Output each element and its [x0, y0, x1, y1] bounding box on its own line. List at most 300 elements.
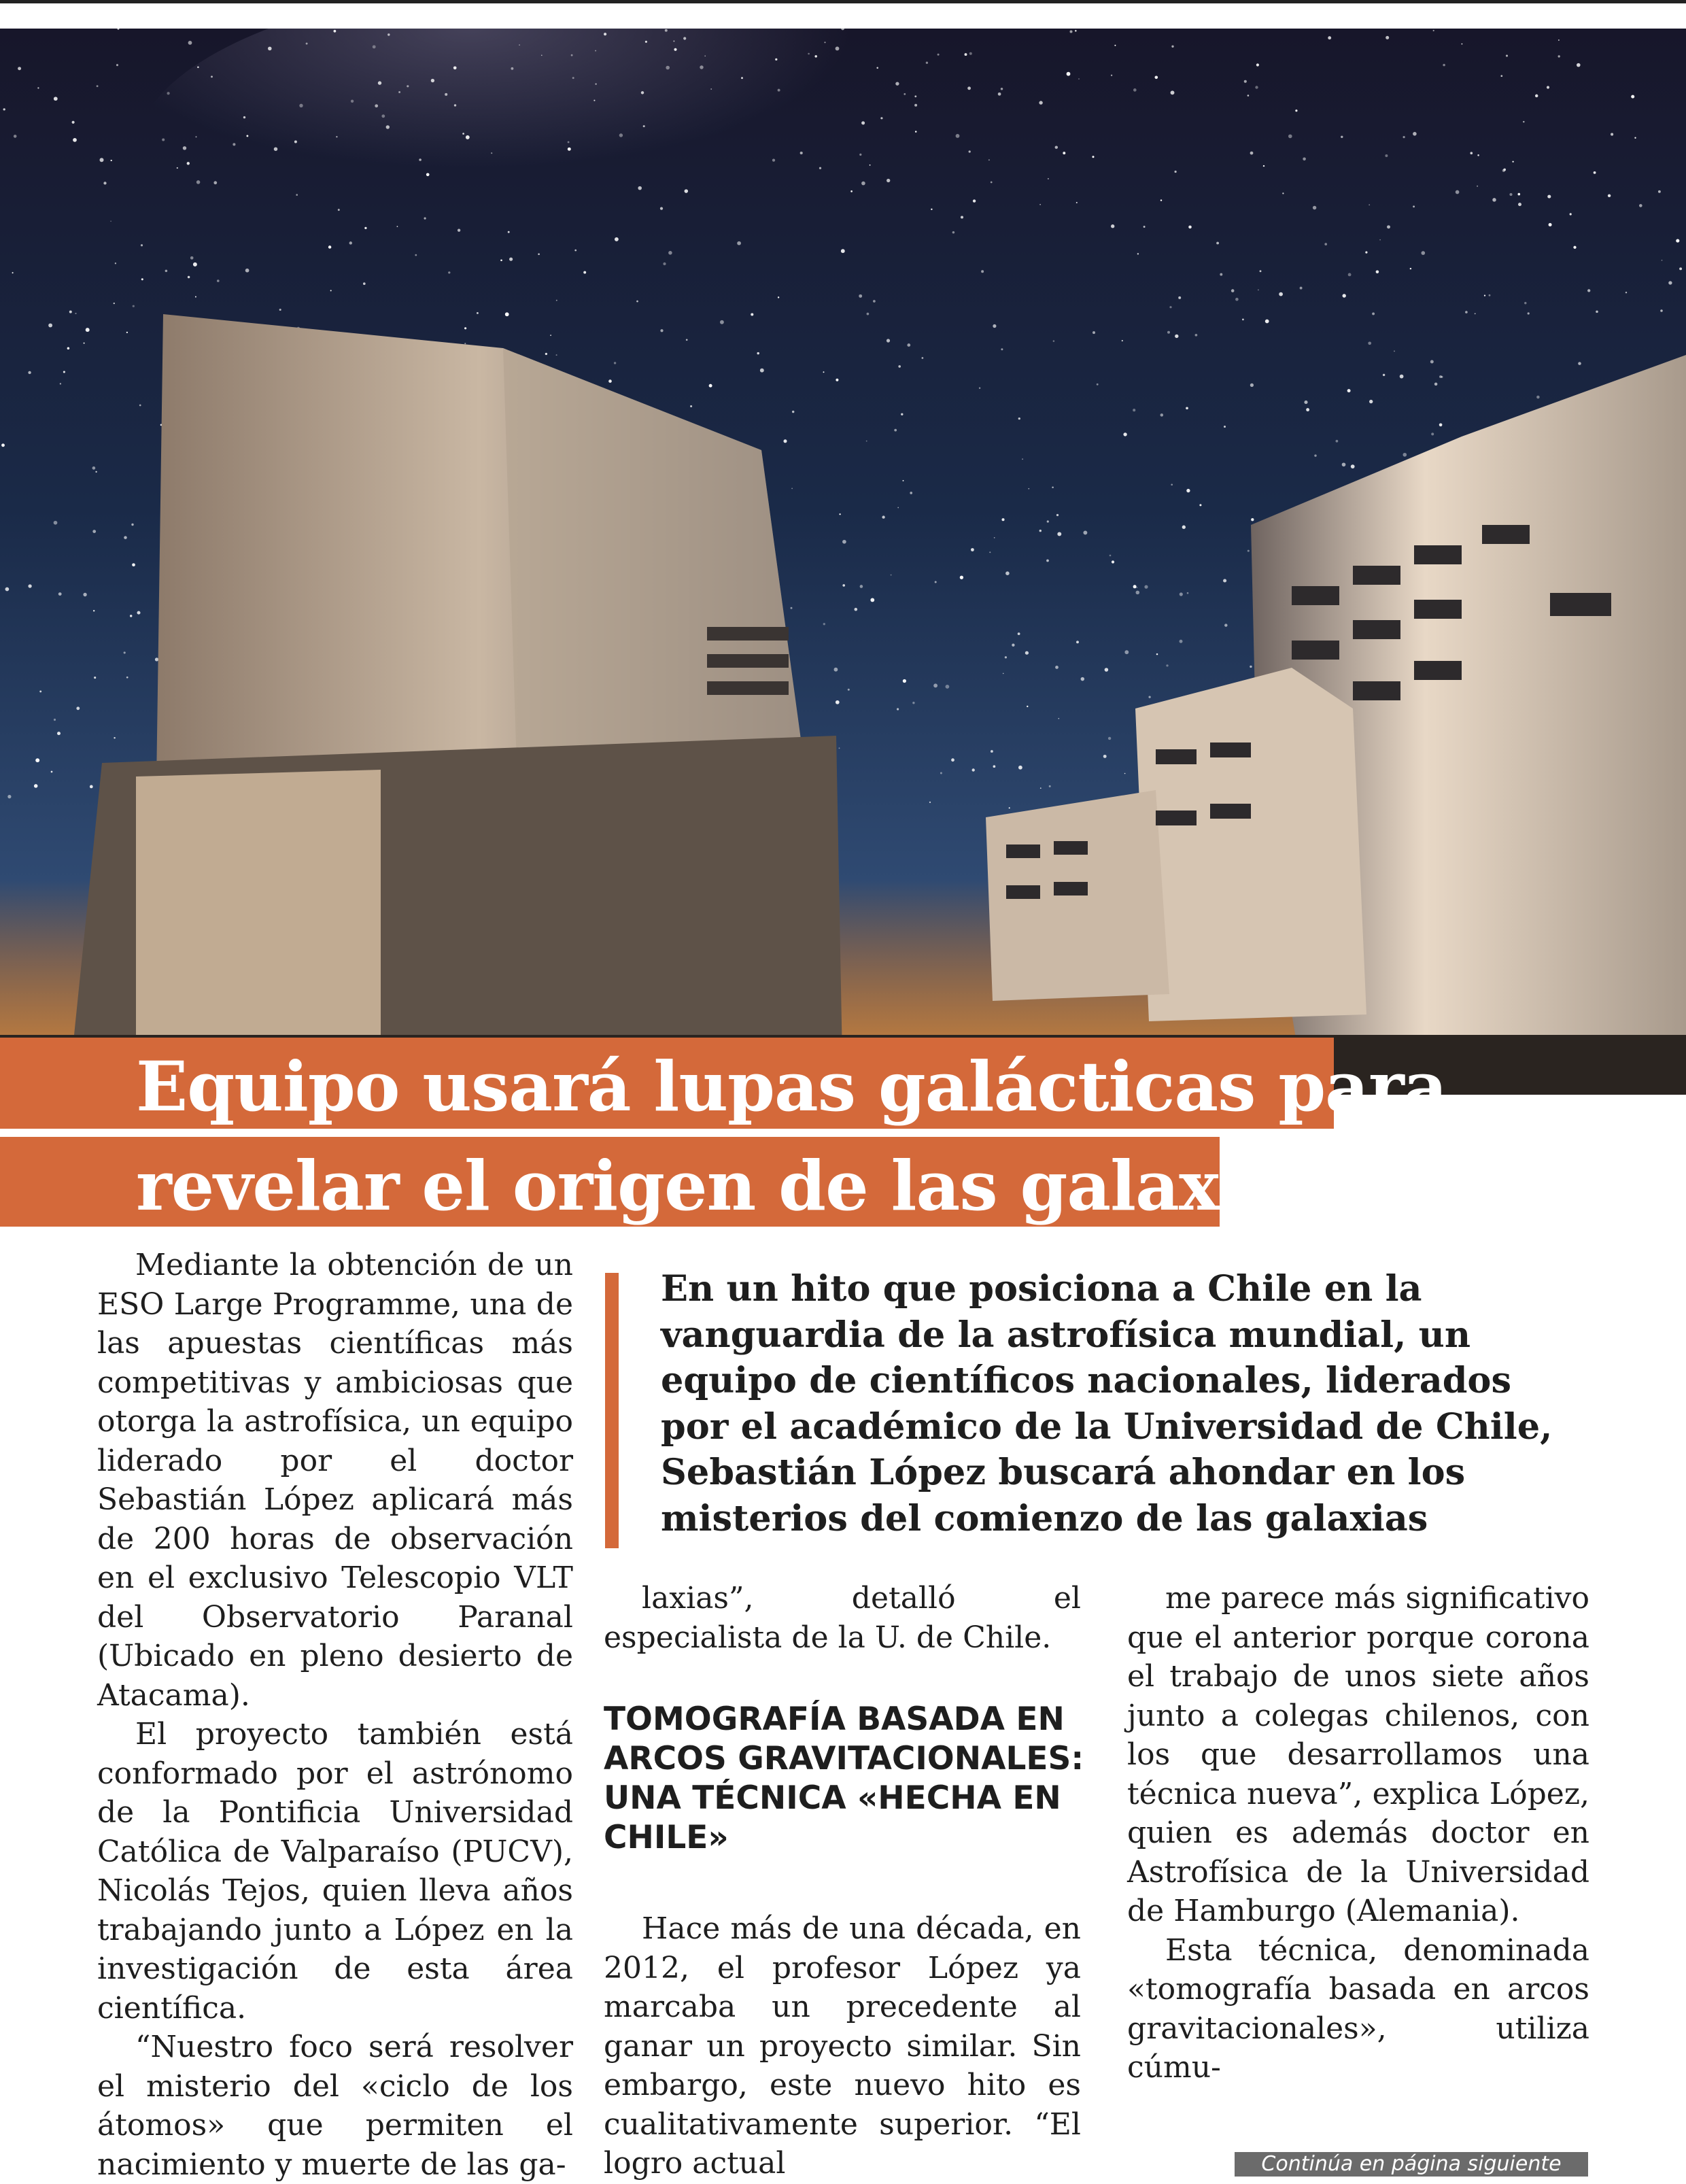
star — [1383, 374, 1385, 376]
star — [133, 305, 135, 307]
star — [75, 313, 76, 314]
star — [508, 231, 510, 233]
star — [643, 125, 645, 127]
star — [848, 689, 850, 691]
star — [660, 207, 663, 209]
star — [1175, 335, 1178, 338]
star — [1186, 489, 1190, 492]
star — [114, 303, 115, 304]
star — [1001, 348, 1003, 350]
star — [1046, 560, 1049, 562]
star — [1484, 295, 1485, 296]
star — [1314, 454, 1316, 456]
star — [279, 309, 281, 311]
star — [131, 524, 133, 526]
star — [1255, 86, 1258, 88]
star — [1112, 560, 1114, 563]
star — [1348, 273, 1352, 276]
star — [1199, 504, 1201, 506]
star — [1103, 755, 1107, 758]
star — [464, 327, 466, 329]
star — [1178, 296, 1181, 299]
star — [823, 371, 825, 373]
star — [1187, 592, 1189, 594]
body-paragraph: Hace más de una década, en 2012, el profesor López ya marcaba un precedente al ganar un proyecto similar. Sin embargo, este nuevo hito es cualitativamente superior. “El logro actual — [604, 1911, 1081, 2181]
star — [1250, 383, 1254, 387]
body-paragraph: me parece más significativo que el anterior porque corona el trabajo de unos siete años junto a colegas chilenos, con los que desarrollamos una técnica nueva”, explica López, quien es además doctor en Astrofísica de la Universidad de Hamburgo (Alemania). — [1127, 1581, 1589, 1928]
star — [364, 227, 366, 229]
star — [509, 258, 513, 261]
star — [907, 343, 910, 347]
star — [998, 92, 1001, 96]
star — [116, 64, 118, 66]
star — [1047, 520, 1049, 522]
star — [48, 324, 52, 328]
star — [233, 143, 235, 146]
star — [1608, 194, 1611, 197]
star — [1443, 64, 1445, 67]
star — [338, 209, 340, 211]
star — [1477, 154, 1479, 156]
star — [1413, 205, 1415, 207]
star — [1324, 243, 1327, 245]
star — [63, 371, 65, 373]
star — [1369, 204, 1370, 205]
star — [94, 677, 96, 679]
star — [1224, 426, 1226, 428]
star — [274, 147, 278, 151]
star — [500, 259, 502, 261]
star — [397, 226, 398, 227]
star — [969, 52, 972, 55]
star — [686, 339, 688, 341]
star — [961, 216, 963, 218]
star — [859, 294, 862, 298]
star — [1676, 239, 1679, 243]
star — [464, 343, 466, 344]
star — [1282, 192, 1284, 194]
star — [1052, 487, 1054, 489]
star — [956, 134, 960, 138]
star — [836, 379, 838, 381]
star — [1625, 292, 1627, 293]
star — [1523, 121, 1524, 122]
star — [67, 347, 70, 349]
star — [1056, 514, 1059, 516]
star — [965, 53, 967, 56]
star — [636, 301, 638, 303]
star — [1111, 75, 1112, 76]
star — [1658, 190, 1661, 193]
star — [1517, 193, 1520, 196]
star — [1578, 362, 1581, 365]
star — [1122, 340, 1123, 341]
star — [866, 441, 867, 442]
continue-label: Continúa en página siguiente — [1235, 2152, 1588, 2177]
star — [1368, 341, 1371, 345]
star — [1470, 152, 1473, 154]
star — [969, 150, 971, 152]
star — [1039, 204, 1041, 205]
star — [296, 194, 298, 196]
star — [519, 44, 520, 46]
star — [1166, 664, 1168, 666]
star — [1097, 383, 1099, 386]
star — [1462, 44, 1463, 45]
star — [1386, 36, 1389, 39]
star — [1248, 550, 1250, 552]
star — [704, 55, 706, 56]
star — [458, 229, 460, 232]
star — [110, 220, 111, 222]
star — [177, 167, 178, 169]
star — [1078, 78, 1080, 80]
star — [1500, 75, 1502, 77]
star — [92, 466, 96, 470]
star — [1186, 407, 1188, 409]
star — [14, 135, 17, 138]
star — [1506, 54, 1508, 56]
star — [57, 732, 61, 735]
star — [1001, 518, 1004, 521]
star — [1518, 203, 1521, 206]
star — [1143, 226, 1146, 228]
star — [167, 92, 169, 95]
star — [115, 262, 116, 264]
star — [1244, 80, 1247, 83]
star — [1137, 253, 1139, 254]
star — [34, 784, 38, 788]
body-paragraph: El proyecto también está conformado por el astrónomo de la Pontificia Universidad Católica de Valparaíso (PUCV), Nicolás Tejos, quien lleva años trabajando junto a López en la investigación de esta área científica. — [97, 1717, 573, 2026]
star — [914, 104, 917, 107]
star — [1288, 135, 1292, 139]
star — [574, 250, 577, 252]
star — [1195, 334, 1198, 337]
star — [3, 108, 5, 110]
star — [1573, 246, 1576, 249]
star — [426, 173, 430, 176]
star — [454, 104, 456, 106]
star — [1611, 133, 1613, 136]
star — [18, 67, 21, 70]
star — [1570, 213, 1572, 215]
star — [381, 114, 385, 118]
star — [951, 758, 954, 762]
star — [1439, 375, 1442, 378]
star — [1492, 198, 1496, 201]
star — [1328, 36, 1331, 39]
star — [1489, 294, 1491, 296]
star — [823, 623, 825, 625]
star — [1180, 592, 1183, 596]
star — [903, 679, 906, 683]
star — [855, 608, 858, 611]
star — [915, 131, 917, 133]
star — [1365, 252, 1367, 254]
star — [538, 253, 540, 255]
star — [386, 125, 390, 129]
star — [1265, 320, 1269, 324]
star — [824, 41, 825, 43]
star — [931, 209, 932, 210]
star — [363, 282, 366, 285]
star — [819, 167, 821, 169]
star — [778, 296, 779, 298]
star — [1124, 773, 1126, 774]
star — [1465, 311, 1468, 313]
star — [54, 521, 58, 525]
star — [901, 413, 903, 415]
star — [894, 429, 897, 432]
star — [126, 332, 128, 333]
star — [1512, 161, 1513, 163]
star — [1231, 289, 1235, 292]
star — [12, 272, 14, 273]
star — [1018, 766, 1022, 770]
star — [876, 67, 878, 69]
star — [1069, 30, 1072, 33]
star — [1027, 706, 1028, 707]
star — [685, 189, 688, 192]
star — [246, 135, 248, 137]
star — [1434, 383, 1438, 386]
star — [1256, 63, 1259, 66]
star — [477, 312, 479, 314]
lead-accent-bar — [605, 1273, 619, 1548]
star — [511, 67, 513, 70]
star — [245, 269, 250, 273]
star — [28, 584, 31, 587]
star — [130, 615, 132, 617]
star — [195, 136, 196, 137]
star — [971, 548, 974, 551]
star — [1342, 462, 1346, 466]
star — [668, 251, 672, 255]
star — [1535, 95, 1538, 97]
body-paragraph: “Nuestro foco será resolver el misterio del «ciclo de los átomos» que permiten el nacimiento y muerte de las ga- — [97, 2030, 573, 2182]
star — [183, 146, 186, 150]
star — [1, 443, 5, 447]
star — [431, 79, 434, 82]
star — [993, 324, 996, 328]
star — [139, 405, 141, 407]
star — [571, 54, 573, 56]
star — [981, 270, 984, 273]
star — [1279, 292, 1283, 296]
star — [1133, 88, 1137, 92]
star — [993, 765, 996, 768]
star — [398, 91, 400, 93]
star — [1148, 696, 1150, 698]
star — [1048, 178, 1049, 180]
star — [1009, 807, 1010, 808]
star — [1577, 63, 1581, 67]
star — [604, 33, 606, 35]
star — [39, 690, 41, 692]
star — [814, 55, 816, 57]
star — [114, 737, 115, 738]
star — [1547, 195, 1551, 199]
star — [54, 719, 56, 721]
star — [375, 104, 378, 107]
star — [505, 312, 509, 316]
star — [979, 387, 980, 388]
star — [1251, 518, 1254, 521]
star — [760, 369, 764, 373]
star — [800, 152, 803, 154]
star — [683, 37, 686, 39]
star — [1430, 360, 1434, 364]
star — [1124, 650, 1129, 654]
star — [887, 179, 890, 182]
star — [1055, 666, 1059, 669]
star — [1039, 101, 1042, 104]
star — [1220, 273, 1222, 276]
star — [792, 411, 794, 413]
star — [1587, 289, 1590, 292]
star — [550, 335, 551, 336]
star — [935, 581, 937, 583]
star — [90, 785, 93, 789]
star — [388, 33, 390, 35]
star — [187, 162, 190, 165]
star — [1076, 202, 1078, 203]
star — [1634, 137, 1636, 139]
star — [92, 530, 96, 533]
star — [351, 100, 354, 103]
star — [1133, 409, 1135, 411]
star — [196, 180, 201, 184]
star — [462, 133, 464, 135]
star — [1012, 644, 1014, 647]
star — [1528, 312, 1530, 314]
star — [1477, 186, 1478, 187]
star — [772, 158, 775, 161]
star — [1188, 226, 1192, 229]
star — [660, 329, 663, 332]
lead-paragraph: En un hito que posiciona a Chile en la vanguardia de la astrofísica mundial, un equipo de científicos nacionales, liderados por el académico de la Universidad de Chile, Sebastián López buscará ahondar en los misterios del comienzo de las galaxias — [661, 1268, 1553, 1539]
star — [1639, 204, 1642, 207]
star — [1171, 46, 1173, 48]
star — [873, 300, 876, 303]
star — [190, 256, 194, 260]
star — [988, 159, 990, 160]
star — [141, 278, 143, 280]
star — [1136, 591, 1140, 595]
star — [1549, 223, 1552, 226]
star — [700, 65, 703, 69]
star — [860, 585, 863, 588]
section-subheading: TOMOGRAFÍA BASADA EN ARCOS GRAVITACIONALES: UNA TÉCNICA «HECHA EN CHILE» — [604, 1701, 1084, 1856]
star — [1137, 587, 1138, 588]
star — [1223, 579, 1226, 582]
star — [126, 677, 128, 679]
star — [165, 270, 168, 273]
star — [58, 592, 62, 596]
star — [991, 182, 993, 184]
star — [1063, 152, 1065, 154]
star — [1403, 453, 1407, 457]
star — [946, 685, 950, 689]
headline-line-1: Equipo usará lupas galácticas para — [136, 1046, 1447, 1127]
star — [268, 47, 272, 51]
star — [1022, 458, 1023, 460]
top-rule — [0, 0, 1686, 3]
star — [645, 41, 647, 43]
star — [1224, 624, 1227, 626]
star — [137, 611, 140, 615]
star — [294, 141, 297, 143]
star — [1055, 146, 1058, 148]
star — [1336, 440, 1339, 443]
star — [211, 75, 213, 78]
star — [1028, 488, 1029, 490]
star — [1182, 526, 1186, 529]
star — [791, 488, 793, 490]
star — [195, 296, 196, 298]
star — [35, 758, 39, 762]
star — [197, 66, 199, 68]
star — [972, 768, 975, 771]
body-paragraph: Mediante la obtención de un ESO Large Programme, una de las apuestas científicas más competitivas y ambiciosas que otorga la astrofísica, un equipo liderado por el doctor Sebastián López aplicará más de 200 horas de observación en el exclusivo Telescopio VLT del Observatorio Paranal (Ubicado en pleno desierto de Atacama). — [97, 1248, 573, 1713]
star — [867, 313, 870, 315]
star — [1114, 45, 1116, 46]
body-column-3 — [1127, 1579, 1589, 2087]
star — [1154, 75, 1158, 79]
star — [1040, 787, 1042, 789]
star — [1001, 88, 1003, 90]
star — [1005, 571, 1010, 575]
star — [973, 199, 976, 202]
star — [76, 706, 80, 710]
star — [1413, 132, 1417, 136]
star — [1503, 169, 1506, 171]
star — [1083, 530, 1087, 534]
star — [1631, 95, 1634, 99]
star — [60, 383, 61, 384]
star — [1558, 39, 1560, 41]
star — [1347, 389, 1351, 392]
headline-line-2: revelar el origen de las galaxias — [136, 1146, 1325, 1226]
star — [991, 750, 993, 753]
star — [1018, 417, 1020, 420]
star — [1108, 737, 1111, 740]
star — [1400, 375, 1404, 379]
star — [51, 771, 53, 773]
star — [141, 244, 143, 246]
star — [1057, 532, 1061, 536]
star — [1018, 632, 1020, 635]
star — [1058, 718, 1059, 719]
star — [937, 54, 940, 56]
star — [1679, 267, 1682, 270]
star — [1596, 311, 1598, 313]
star — [1379, 239, 1381, 241]
star — [897, 507, 899, 509]
star — [73, 138, 77, 142]
star — [1067, 72, 1071, 76]
star — [162, 138, 165, 141]
star — [1235, 298, 1239, 301]
star — [1092, 156, 1094, 158]
star — [1306, 408, 1309, 411]
star — [545, 353, 547, 355]
star — [775, 58, 777, 61]
star — [1304, 400, 1307, 404]
star — [608, 379, 612, 383]
star — [491, 152, 492, 154]
star — [1410, 268, 1411, 269]
